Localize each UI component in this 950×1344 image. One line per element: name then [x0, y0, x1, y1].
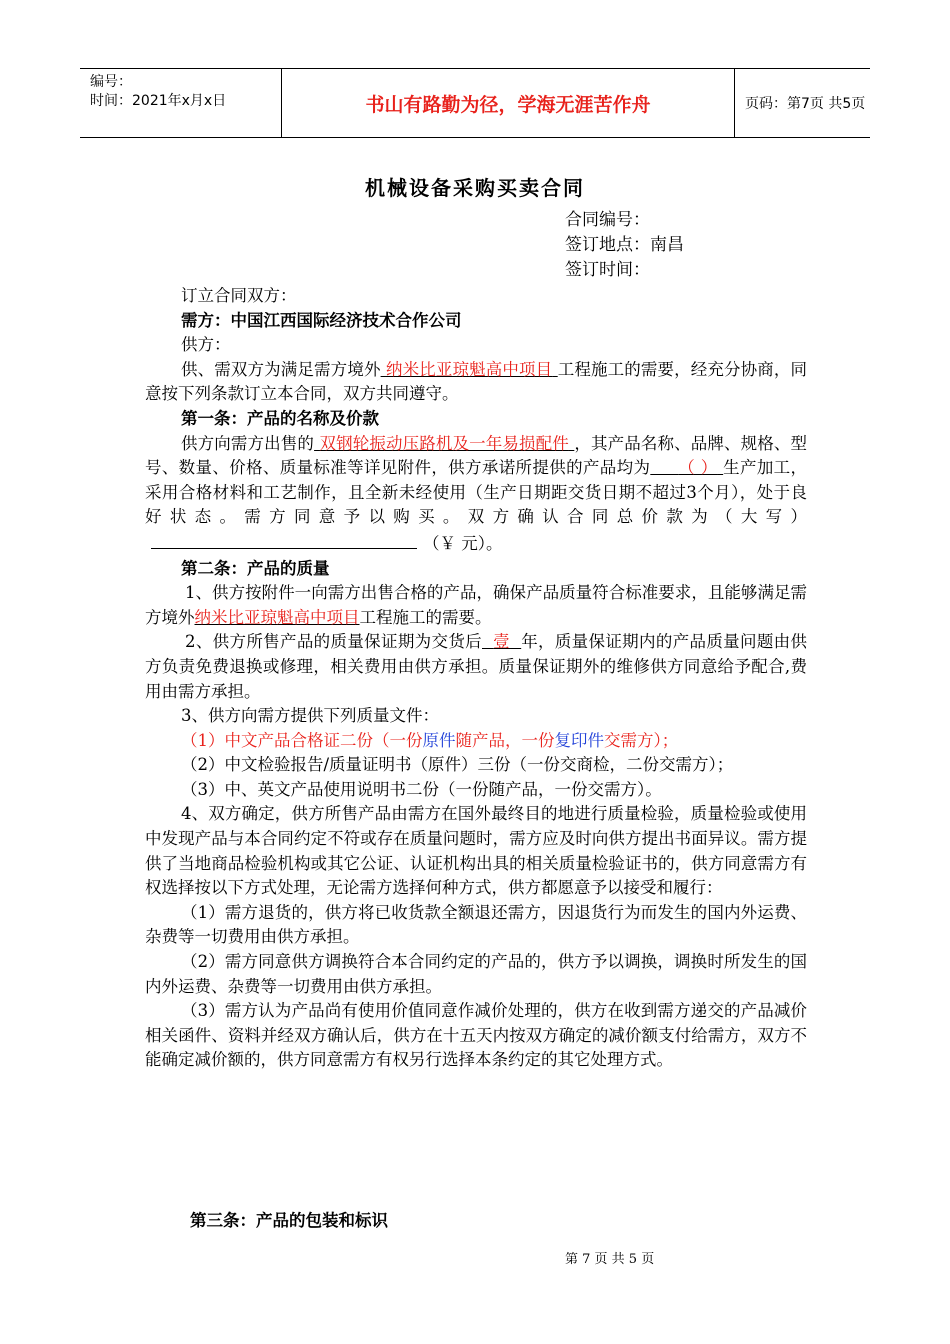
quality-item-2: 2、供方所售产品的质量保证期为交货后 壹 年，质量保证期内的产品质量问题由供方负责免费退换或修理，相关费用由供方承担。质量保证期外的维修供方同意给予配合,费用由需方承担。 — [145, 632, 808, 701]
contract-number: 合同编号： — [565, 210, 650, 230]
buyer-line: 需方：中国江西国际经济技术合作公司 — [181, 310, 462, 330]
option-3: （3）需方认为产品尚有使用价值同意作减价处理的，供方在收到需方递交的产品减价相关函件、资料并经双方确认后，供方在十五天内按双方确定的减价额支付给需方，双方不能确定减价额的，供方同意需方有权另行选择本条约定的其它处理方式。 — [145, 1001, 807, 1070]
project-name: 纳米比亚琼魁高中项目 — [385, 359, 553, 379]
header-number: 编号： — [90, 74, 132, 90]
header-motto: 书山有路勤为径，学海无涯苦作舟 — [282, 69, 735, 137]
document-title: 机械设备采购买卖合同 — [365, 176, 585, 200]
quality-item-1: 1、供方按附件一向需方出售合格的产品，确保产品质量符合标准要求，且能够满足需方境外纳米比亚琼魁高中项目工程施工的需要。 — [145, 583, 807, 627]
quality-doc-3: （3）中、英文产品使用说明书二份（一份随产品，一份交需方）。 — [181, 779, 662, 799]
header-page-number: 页码：第7页 共5页 — [745, 96, 866, 112]
quality-doc-2: （2）中文检验报告/质量证明书（原件）三份（一份交商检，二份交需方）； — [181, 755, 734, 775]
option-1: （1）需方退货的，供方将已收货款全额退还需方，因退货行为而发生的国内外运费、杂费等一切费用由供方承担。 — [145, 902, 807, 947]
article2-heading: 第二条：产品的质量 — [181, 558, 330, 578]
contract-body — [145, 284, 807, 1073]
header-time: 时间：2021年x月x日 — [90, 93, 227, 109]
quality-item-4: 4、双方确定，供方所售产品由需方在国外最终目的地进行质量检验，质量检验或使用中发现产品与本合同约定不符或存在质量问题时，需方应及时向供方提出书面异议。需方提供了当地商品检验机构或其它公证、认证机构出具的相关质量检验证书的，供方同意需方有权选择按以下方式处理，无论需方选择何种方式，供方都愿意予以接受和履行： — [145, 804, 807, 898]
product-name: 双钢轮振动压路机及一年易损配件 — [319, 433, 569, 453]
header-info-cell — [80, 69, 282, 137]
page-header — [80, 68, 870, 138]
brand-blank: （ ） — [678, 458, 718, 478]
article3-heading: 第三条：产品的包装和标识 — [190, 1211, 388, 1230]
project-name-2: 纳米比亚琼魁高中项目 — [194, 607, 360, 627]
sign-place: 签订地点：南昌 — [565, 235, 684, 255]
warranty-years: 壹 — [493, 632, 511, 652]
article1-heading: 第一条：产品的名称及价款 — [181, 408, 379, 428]
quality-item-3: 3、供方向需方提供下列质量文件： — [181, 706, 439, 726]
intro-paragraph: 供、需双方为满足需方境外 纳米比亚琼魁高中项目 工程施工的需要，经充分协商，同意按下列条款订立本合同，双方共同遵守。 — [145, 359, 808, 404]
page-footer: 第 7 页 共 5 页 — [565, 1252, 655, 1267]
total-price-blank — [151, 530, 417, 549]
article1-paragraph: 供方向需方出售的 双钢轮振动压路机及一年易损配件 ，其产品名称、品牌、规格、型号、数量、价格、质量标准等详见附件，供方承诺所提供的产品均为 （ ） 生产加工，采用合格材料和工艺制作，且全新未经使用（生产日期距交货日期不超过3个月），处于良好状态。需方同意予以购买。双方确认合同总价款为（大写）（￥ 元）。 — [145, 433, 808, 553]
option-2: （2）需方同意供方调换符合本合同约定的产品的，供方予以调换，调换时所发生的国内外运费、杂费等一切费用由供方承担。 — [145, 952, 807, 996]
sign-time: 签订时间： — [565, 260, 650, 280]
parties-label: 订立合同双方： — [181, 286, 297, 305]
quality-doc-1: （1）中文产品合格证二份（一份原件随产品，一份复印件交需方）； — [181, 730, 679, 750]
contract-meta — [565, 208, 684, 283]
seller-line: 供方： — [181, 335, 231, 355]
